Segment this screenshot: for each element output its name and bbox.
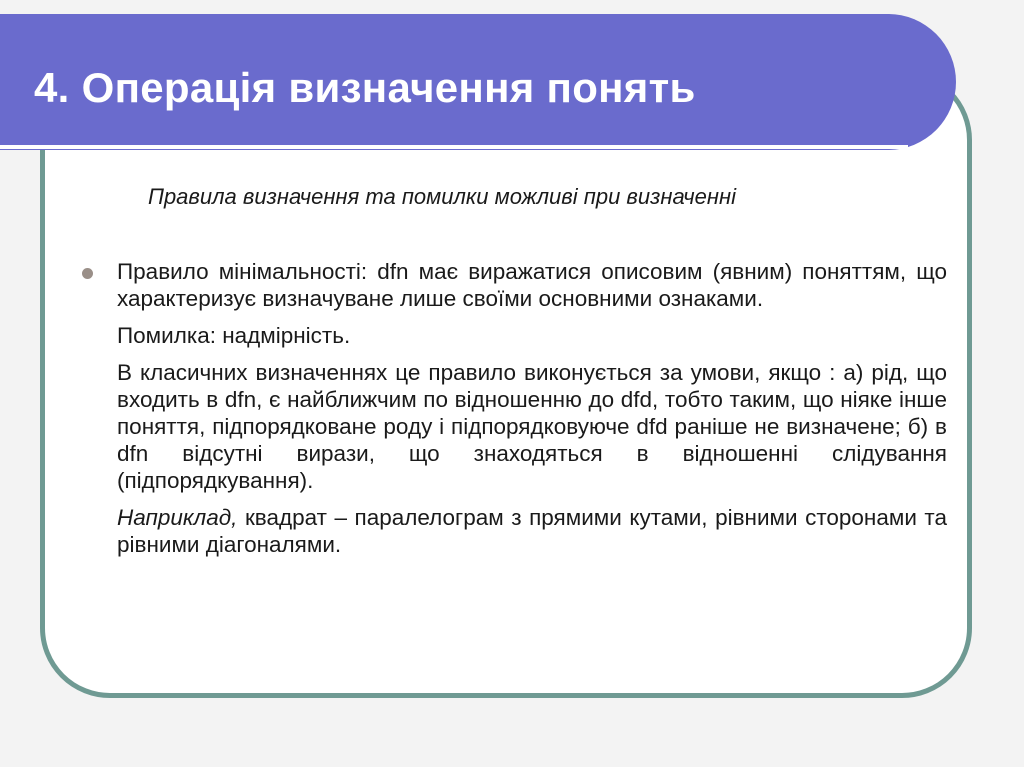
example-text: квадрат – паралелограм з прямими кутами, рівними сторонами та рівними діагоналями. — [117, 505, 947, 557]
slide-title: 4. Операція визначення понять — [34, 64, 696, 111]
example-label: Наприклад, — [117, 505, 238, 530]
title-bar — [0, 14, 956, 150]
title-underline — [0, 145, 908, 149]
slide-subtitle: Правила визначення та помилки можливі при визначенні — [148, 184, 736, 209]
error-paragraph: Помилка: надмірність. — [117, 323, 351, 348]
classical-paragraph: В класичних визначеннях це правило виконується за умови, якщо : а) рід, що входить в dfn, є найближчим по відношенню до dfd, тобто таким, що ніяке інше поняття, підпорядковане роду і підпорядковуюче dfd раніше не визначене; б) в dfn відсутні вирази, що знаходяться в відношенні слідування (підпорядкування). — [117, 360, 947, 493]
bullet-dot-icon — [82, 268, 93, 279]
rule-paragraph: Правило мінімальності: dfn має виражатися описовим (явним) поняттям, що характеризує визначуване лише своїми основними ознаками. — [117, 259, 947, 311]
slide-body — [117, 258, 947, 568]
example-paragraph — [117, 504, 947, 558]
